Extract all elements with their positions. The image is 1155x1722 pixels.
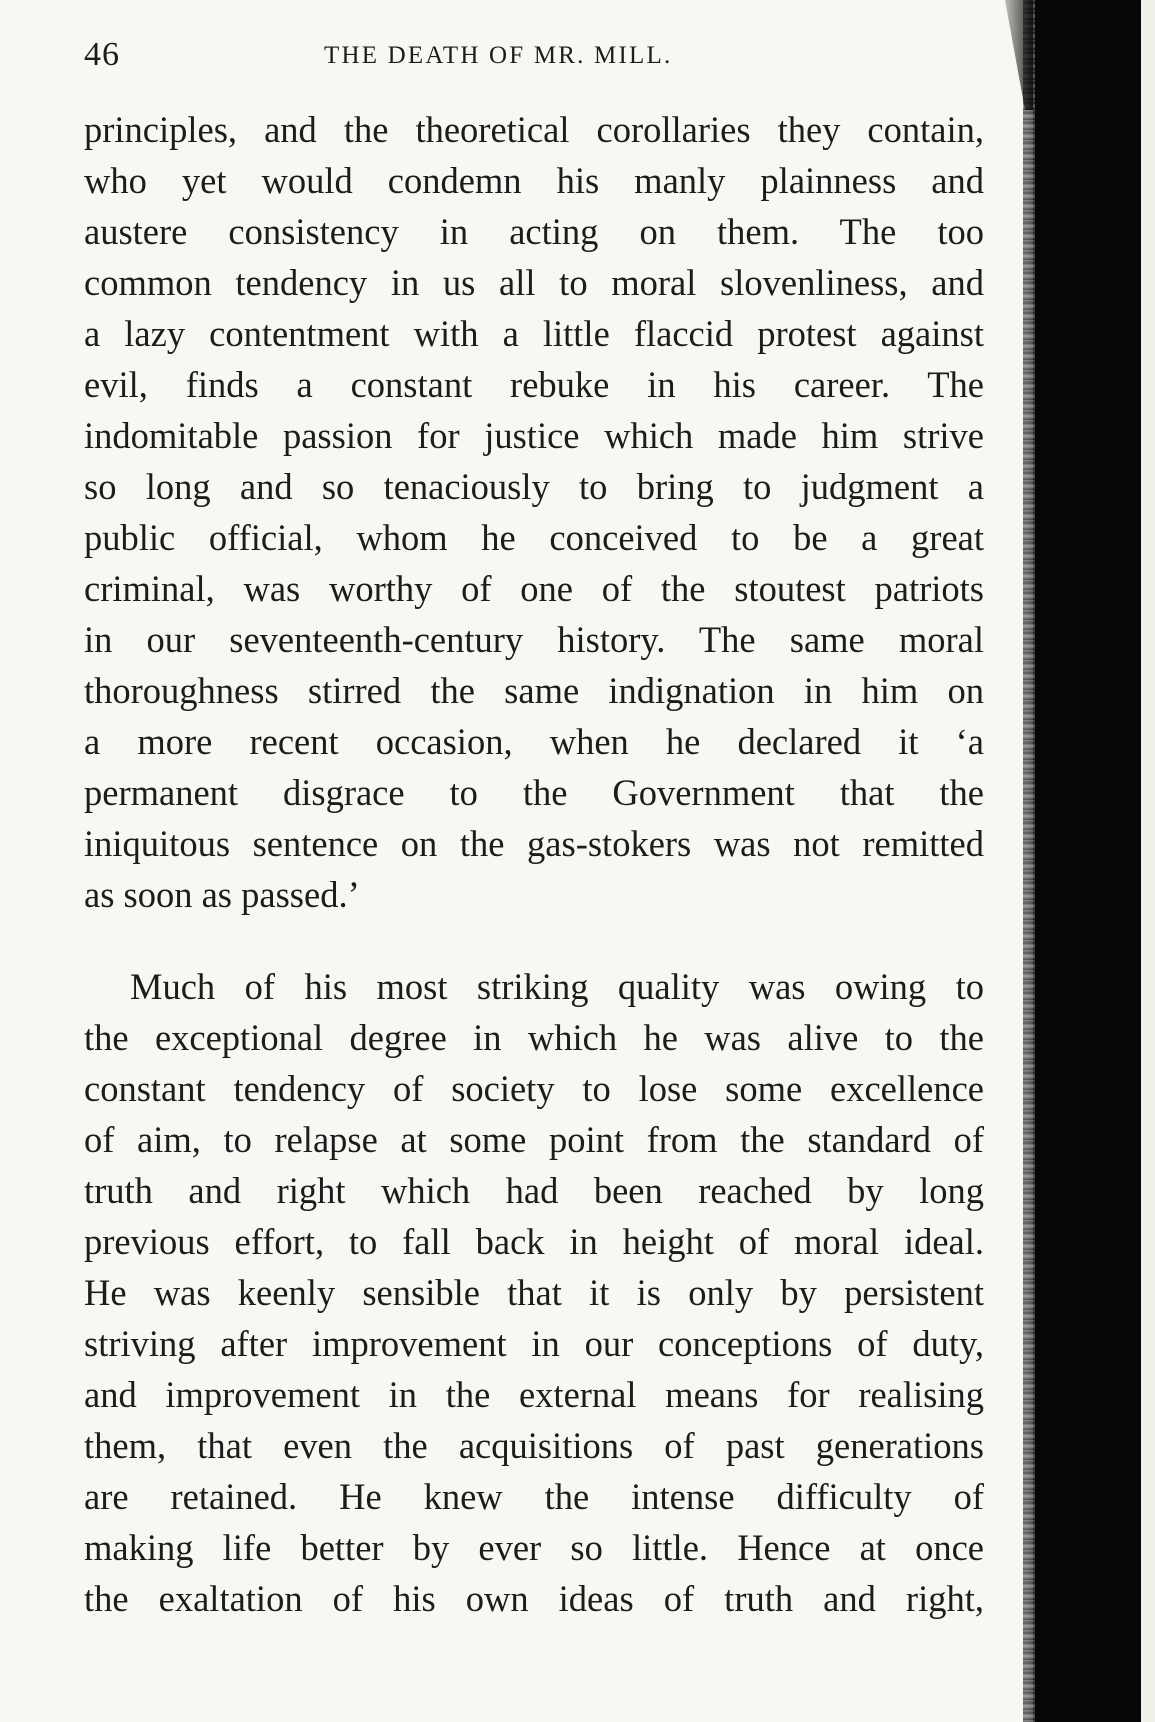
text-line: public official, whom he conceived to be a great (84, 517, 984, 558)
text-line: principles, and the theoretical corollaries they contain, (84, 109, 984, 150)
book-binding-shadow (1033, 0, 1141, 1722)
text-line: are retained. He knew the intense difficulty of (84, 1476, 984, 1517)
text-line: as soon as passed.’ (84, 874, 360, 915)
paragraph-2 (84, 961, 984, 1624)
text-line: iniquitous sentence on the gas-stokers was not remitted (84, 823, 984, 864)
text-line: who yet would condemn his manly plainness and (84, 160, 984, 201)
text-line: and improvement in the external means for realising (84, 1374, 984, 1415)
text-line: permanent disgrace to the Government that the (84, 772, 984, 813)
page-number: 46 (84, 36, 120, 73)
text-line: of aim, to relapse at some point from the standard of (84, 1119, 984, 1160)
text-line: making life better by ever so little. Hence at once (84, 1527, 984, 1568)
paragraph-spacer (84, 920, 984, 961)
running-head: THE DEATH OF MR. MILL. (324, 42, 673, 69)
text-line: in our seventeenth-century history. The same moral (84, 619, 984, 660)
text-line: so long and so tenaciously to bring to judgment a (84, 466, 984, 507)
text-line: He was keenly sensible that it is only by persistent (84, 1272, 984, 1313)
text-line: a lazy contentment with a little flaccid protest against (84, 313, 984, 354)
text-line: the exaltation of his own ideas of truth and right, (84, 1578, 984, 1619)
text-line: truth and right which had been reached by long (84, 1170, 984, 1211)
text-line: evil, finds a constant rebuke in his career. The (84, 364, 984, 405)
text-line: thoroughness stirred the same indignation in him on (84, 670, 984, 711)
text-line: previous effort, to fall back in height of moral ideal. (84, 1221, 984, 1262)
text-line: austere consistency in acting on them. The too (84, 211, 984, 252)
paragraph-1 (84, 104, 984, 920)
text-line: common tendency in us all to moral slovenliness, and (84, 262, 984, 303)
page-edge-margin (1141, 0, 1155, 1722)
page-header (84, 36, 984, 76)
text-line: criminal, was worthy of one of the stoutest patriots (84, 568, 984, 609)
body-text (84, 104, 984, 1624)
text-line: the exceptional degree in which he was alive to the (84, 1017, 984, 1058)
text-line: constant tendency of society to lose some excellence (84, 1068, 984, 1109)
text-line: striving after improvement in our conceptions of duty, (84, 1323, 984, 1364)
text-line: a more recent occasion, when he declared it ‘a (84, 721, 984, 762)
text-line: them, that even the acquisitions of past generations (84, 1425, 984, 1466)
text-line: indomitable passion for justice which made him strive (84, 415, 984, 456)
text-line: Much of his most striking quality was owing to (130, 966, 984, 1007)
